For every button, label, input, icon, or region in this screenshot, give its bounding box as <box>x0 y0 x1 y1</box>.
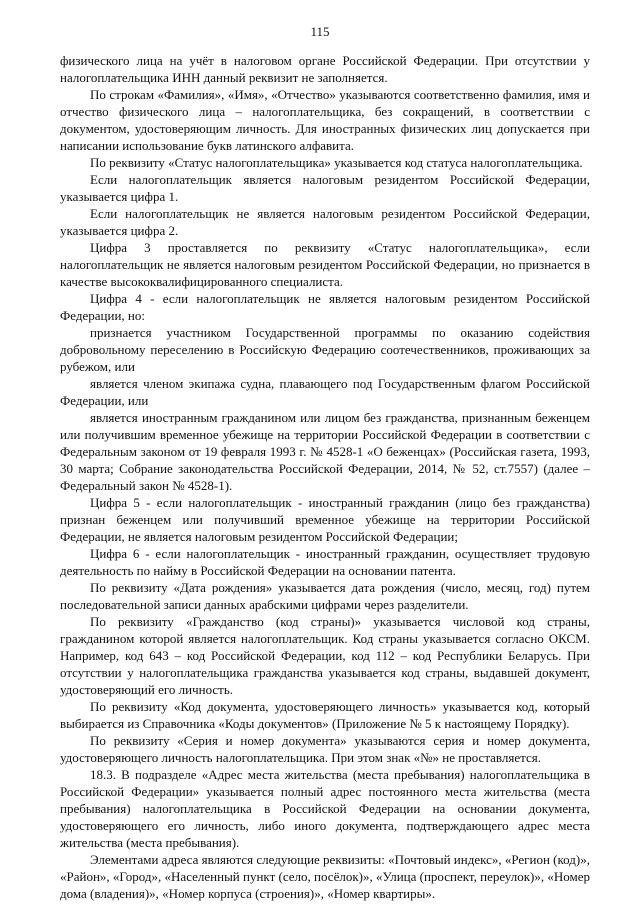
paragraph-document-series: По реквизиту «Серия и номер документа» указываются серия и номер документа, удостоверяющего личность налогоплательщика. При этом знак «№» не проставляется. <box>60 733 590 765</box>
paragraph-address-elements: Элементами адреса являются следующие реквизиты: «Почтовый индекс», «Регион (код)», «Район», «Город», «Населенный пункт (село, посёлок)», «Улица (проспект, переулок)», «Номер дома (владения)», «Номер корпуса (строения)», «Номер квартиры». <box>60 852 590 901</box>
paragraph-status-5: Цифра 5 - если налогоплательщик - иностранный гражданин (лицо без гражданства) признан беженцем или получивший временное убежище на территории Российской Федерации, не является налоговым резидентом Российской Федерации; <box>60 495 590 544</box>
paragraph-name-fields: По строкам «Фамилия», «Имя», «Отчество» указываются соответственно фамилия, имя и отчество физического лица – налогоплательщика, без сокращений, в соответствии с документом, удостоверяющим личность. Для иностранных физических лиц допускается при написании использование букв латинского алфавита. <box>60 87 590 153</box>
paragraph-birth-date: По реквизиту «Дата рождения» указывается дата рождения (число, месяц, год) путем последовательной записи данных арабскими цифрами через разделители. <box>60 580 590 612</box>
paragraph-status-6: Цифра 6 - если налогоплательщик - иностранный гражданин, осуществляет трудовую деятельность по найму в Российской Федерации на основании патента. <box>60 546 590 578</box>
paragraph-continuation: физического лица на учёт в налоговом органе Российской Федерации. При отсутствии у налогоплательщика ИНН данный реквизит не заполняется. <box>60 53 590 85</box>
paragraph-status-2: Если налогоплательщик не является налоговым резидентом Российской Федерации, указывается цифра 2. <box>60 206 590 238</box>
paragraph-status-4-refugee: является иностранным гражданином или лицом без гражданства, признанным беженцем или получившим временное убежище на территории Российской Федерации в соответствии с Федеральным законом от 19 февраля 1993 г. № 4528-1 «О беженцах» (Российская газета, 1993, 30 марта; Собрание законодательства Российской Федерации, 2014, № 52, ст.7557) (далее – Федеральный закон № 4528-1). <box>60 410 590 493</box>
paragraph-status-4-program: признается участником Государственной программы по оказанию содействия добровольному переселению в Российскую Федерацию соотечественников, проживающих за рубежом, или <box>60 325 590 374</box>
paragraph-status-4-crew: является членом экипажа судна, плавающего под Государственным флагом Российской Федерации, или <box>60 376 590 408</box>
paragraph-citizenship: По реквизиту «Гражданство (код страны)» указывается числовой код страны, гражданином которой является налогоплательщик. Код страны указывается согласно ОКСМ. Например, код 643 – код Российской Федерации, код 112 – код Республики Беларусь. При отсутствии у налогоплательщика гражданства указывается код страны, выдавшей документ, удостоверяющий его личность. <box>60 614 590 697</box>
paragraph-status-4: Цифра 4 - если налогоплательщик не является налоговым резидентом Российской Федерации, но: <box>60 291 590 323</box>
document-body <box>60 52 590 902</box>
paragraph-taxpayer-status: По реквизиту «Статус налогоплательщика» указывается код статуса налогоплательщика. <box>90 155 583 170</box>
paragraph-status-3: Цифра 3 проставляется по реквизиту «Статус налогоплательщика», если налогоплательщик не является налоговым резидентом Российской Федерации, но признается в качестве высококвалифицированного специалиста. <box>60 240 590 289</box>
paragraph-document-code: По реквизиту «Код документа, удостоверяющего личность» указывается код, который выбирается из Справочника «Коды документов» (Приложение № 5 к настоящему Порядку). <box>60 699 590 731</box>
paragraph-section-18-3: 18.3. В подразделе «Адрес места жительства (места пребывания) налогоплательщика в Российской Федерации» указывается полный адрес постоянного места жительства (места пребывания) налогоплательщика в Российской Федерации на основании документа, удостоверяющего его личность, либо иного документа, подтверждающего адрес места жительства (места пребывания). <box>60 767 590 850</box>
paragraph-status-1: Если налогоплательщик является налоговым резидентом Российской Федерации, указывается цифра 1. <box>60 172 590 204</box>
page-number: 115 <box>310 24 330 39</box>
